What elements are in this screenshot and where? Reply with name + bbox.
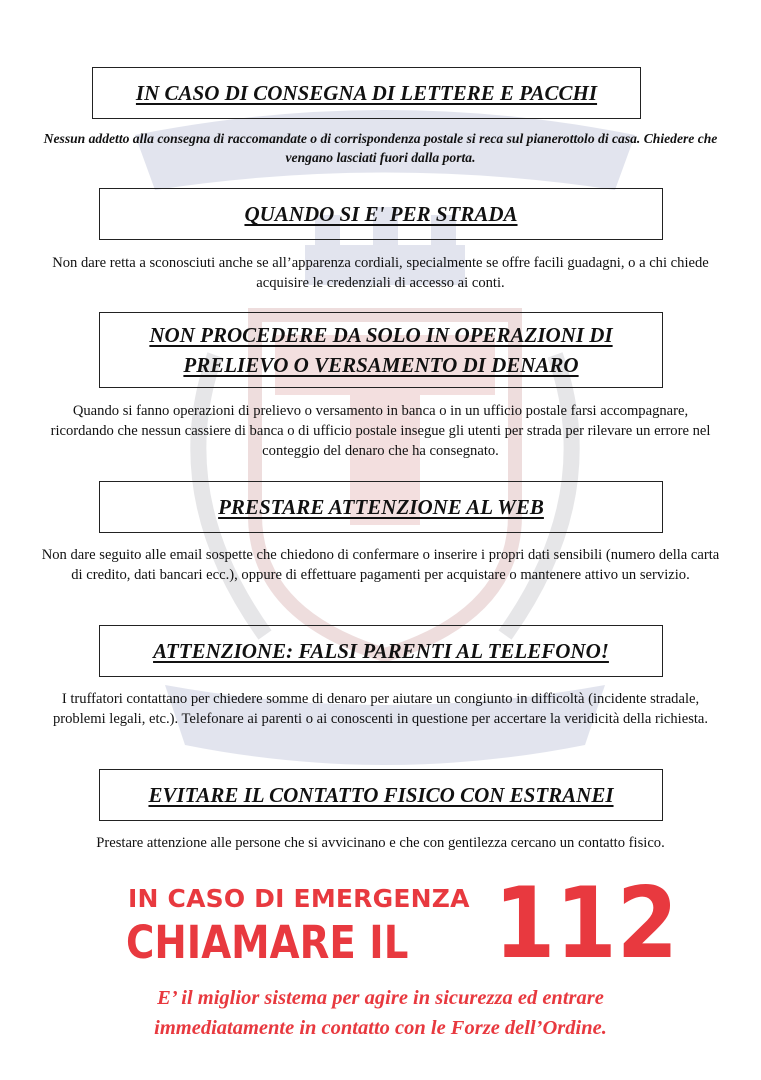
section-heading-physical-contact: EVITARE IL CONTATTO FISICO CON ESTRANEI — [99, 769, 663, 821]
section-heading-web: PRESTARE ATTENZIONE AL WEB — [99, 481, 663, 533]
section-text-deliveries: Nessun addetto alla consegna di raccomandate o di corrispondenza postale si reca sul pianerottolo di casa. Chiedere che vengano lasciati fuori dalla porta. — [43, 131, 718, 165]
section-text-street: Non dare retta a sconosciuti anche se all’apparenza cordiali, specialmente se offre facili guadagni, o a chi chiede acquisire le credenziali di accesso ai conti. — [52, 255, 709, 291]
section-text-withdrawal: Quando si fanno operazioni di prelievo o versamento in banca o in un ufficio postale farsi accompagnare, ricordando che nessun cassiere di banca o di ufficio postale insegue gli utenti per strada per rilevare un errore nel conteggio del denaro che ha consegnato. — [50, 403, 711, 459]
emergency-line1: IN CASO DI EMERGENZA — [128, 884, 470, 913]
emergency-slogan-line2: immediatamente in contatto con le Forze dell’Ordine. — [154, 1017, 607, 1039]
emergency-slogan-line1: E’ il miglior sistema per agire in sicurezza ed entrare — [157, 987, 604, 1009]
section-heading-street: QUANDO SI E' PER STRADA — [99, 188, 663, 240]
section-text-physical-contact: Prestare attenzione alle persone che si avvicinano e che con gentilezza cercano un contatto fisico. — [96, 835, 665, 851]
emergency-number: 112 — [494, 867, 679, 981]
section-text-fake-relatives: I truffatori contattano per chiedere somme di denaro per aiutare un congiunto in difficoltà (incidente stradale, problemi legali, etc.). Telefonare ai parenti o ai conoscenti in questione per accertare la veridicità della richiesta. — [52, 691, 709, 727]
section-heading-deliveries: IN CASO DI CONSEGNA DI LETTERE E PACCHI — [92, 67, 641, 119]
emergency-line2: CHIAMARE IL — [126, 916, 409, 969]
section-text-web: Non dare seguito alle email sospette che chiedono di confermare o inserire i propri dati sensibili (numero della carta di credito, dati bancari ecc.), oppure di effettuare pagamenti per acquistare o mantenere attivo un servizio. — [41, 547, 720, 583]
section-heading-fake-relatives: ATTENZIONE: FALSI PARENTI AL TELEFONO! — [99, 625, 663, 677]
section-heading-withdrawal: NON PROCEDERE DA SOLO IN OPERAZIONI DI PRELIEVO O VERSAMENTO DI DENARO — [99, 312, 663, 388]
